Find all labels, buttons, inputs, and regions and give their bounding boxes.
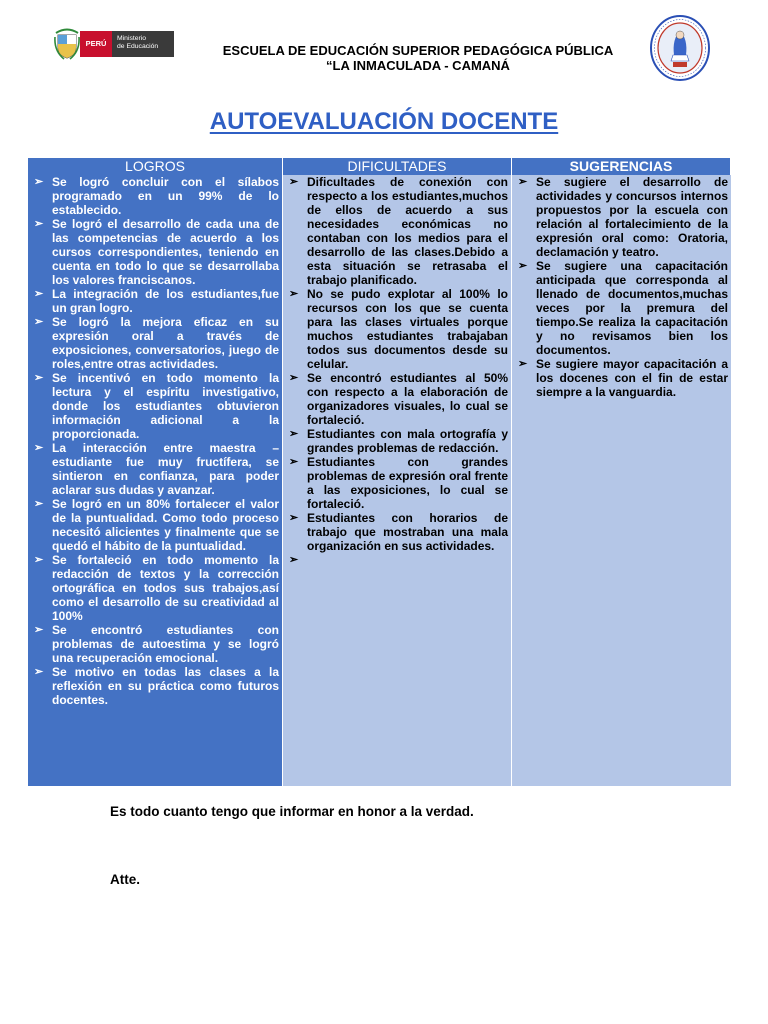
arrow-bullet-icon: ➢ [34,372,44,384]
document-title [0,108,768,136]
peru-label: PERÚ [80,31,112,57]
list-item-text: Se sugiere el desarrollo de actividades y concursos internos propuestos por la escuela con relación al fortalecimiento de la expresión oral como: Oratoria, declamación y teatro. [536,175,728,259]
sugerencias-cell [512,175,731,786]
list-item [34,315,279,371]
list-item [518,357,728,399]
closing-statement: Es todo cuanto tengo que informar en honor a la verdad. [110,804,474,819]
list-item-text: No se pudo explotar al 100% lo recursos con los que se cuenta para las clases virtuales porque muchos estudiantes trabajaban todos sus documentos desde su celular. [307,287,508,371]
list-item [34,441,279,497]
school-name-line1: ESCUELA DE EDUCACIÓN SUPERIOR PEDAGÓGICA PÚBLICA [222,43,614,58]
list-item-text: Se logró en un 80% fortalecer el valor de la puntualidad. Como todo proceso necesitó alicientes y finalmente que se quedó el hábito de la puntualidad. [52,497,279,553]
list-item [34,623,279,665]
list-item-text: Se sugiere una capacitación anticipada que corresponda al llenado de documentos,muchas veces por la premura del tiempo.Se realiza la capacitación y no revisamos bien los documentos. [536,259,728,357]
list-item [289,287,508,371]
arrow-bullet-icon: ➢ [34,176,44,188]
sugerencias-list [518,175,728,399]
logros-column [28,158,283,786]
list-item [34,217,279,287]
list-item [34,175,279,217]
list-item-text: Estudiantes con mala ortografía y grandes problemas de redacción. [307,427,508,455]
list-item-text: Se logró la mejora eficaz en su expresión oral a través de exposiciones, conversatorios, juego de roles,entre otras actividades. [52,315,279,371]
dificultades-column [283,158,512,786]
list-item-text: Se encontró estudiantes con problemas de autoestima y se logró una recuperación emocional. [52,623,279,665]
arrow-bullet-icon: ➢ [289,512,299,524]
arrow-bullet-icon: ➢ [289,176,299,188]
list-item-text: Se sugiere mayor capacitación a los docenes con el fin de estar siempre a la vanguardia. [536,357,728,399]
list-item-text: Se motivo en todas las clases a la reflexión en su práctica como futuros docentes. [52,665,279,707]
peru-coat-of-arms-icon [54,27,80,60]
arrow-bullet-icon: ➢ [34,624,44,636]
dificultades-list [289,175,508,566]
list-item-text: Estudiantes con horarios de trabajo que mostraban una mala organización en sus actividades. [307,511,508,553]
arrow-bullet-icon: ➢ [518,358,528,370]
list-item [289,455,508,511]
school-seal-icon [650,15,710,81]
ministry-label-line2: de Educación [117,42,159,50]
list-item [518,259,728,357]
list-item [289,427,508,455]
sugerencias-header: SUGERENCIAS [512,158,731,175]
list-item-text: Dificultades de conexión con respecto a los estudiantes,muchos de ellos de acuerdo a sus necesidades económicas no contaban con los medios para el desarrollo de las clases.Debido a esta situación se retrasaba el trabajo planificado. [307,175,508,287]
sugerencias-column [512,158,731,786]
list-item [34,497,279,553]
ministry-label [112,31,174,57]
arrow-bullet-icon: ➢ [34,554,44,566]
list-item-text: Se encontró estudiantes al 50% con respecto a la elaboración de organizadores visuales, lo cual se fortaleció. [307,371,508,427]
arrow-bullet-icon: ➢ [34,316,44,328]
dificultades-cell [283,175,512,786]
document-title-text: AUTOEVALUACIÓN DOCENTE [209,108,559,135]
list-item [34,553,279,623]
arrow-bullet-icon: ➢ [289,456,299,468]
list-item-text: La interacción entre maestra – estudiante fue muy fructífera, se sintieron en confianza, para poder aclarar sus dudas y avanzar. [52,441,279,497]
list-item-text: Estudiantes con grandes problemas de expresión oral frente a las exposiciones, lo cual se fortaleció. [307,455,508,511]
school-name-line2: “LA INMACULADA - CAMANÁ [326,58,510,73]
list-item-text: La integración de los estudiantes,fue un gran logro. [52,287,279,315]
logros-header: LOGROS [28,158,283,175]
list-item-text: Se fortaleció en todo momento la redacción de textos y la corrección ortográfica en todos sus trabajos,así como el desarrollo de su creatividad al 100% [52,553,279,623]
arrow-bullet-icon: ➢ [289,428,299,440]
arrow-bullet-icon: ➢ [34,666,44,678]
ministry-logo [54,27,176,60]
school-name [190,43,646,73]
list-item [34,371,279,441]
arrow-bullet-icon: ➢ [289,288,299,300]
ministry-label-line1: Ministerio [117,34,147,42]
list-item-text: Se incentivó en todo momento la lectura y el espíritu investigativo, donde los estudiantes obtuvieron información adicional a la proporcionada. [52,371,279,441]
page-header [0,0,768,95]
arrow-bullet-icon: ➢ [289,554,299,566]
list-item [289,175,508,287]
logros-cell [28,175,283,786]
arrow-bullet-icon: ➢ [518,260,528,272]
arrow-bullet-icon: ➢ [518,176,528,188]
list-item [518,175,728,259]
list-item [34,665,279,707]
list-item [289,371,508,427]
arrow-bullet-icon: ➢ [34,442,44,454]
list-item-text: Se logró el desarrollo de cada una de las competencias de acuerdo a los cursos correspondientes, teniendo en cuenta en todo lo que se desarrollaba los valores franciscanos. [52,217,279,287]
list-item [289,511,508,553]
list-item [34,287,279,315]
logros-list [34,175,279,707]
arrow-bullet-icon: ➢ [34,498,44,510]
dificultades-header: DIFICULTADES [283,158,512,175]
signoff: Atte. [110,872,140,887]
arrow-bullet-icon: ➢ [34,218,44,230]
list-item-text: Se logró concluir con el sílabos programado en un 99% de lo establecido. [52,175,279,217]
arrow-bullet-icon: ➢ [34,288,44,300]
evaluation-table [28,158,731,786]
arrow-bullet-icon: ➢ [289,372,299,384]
